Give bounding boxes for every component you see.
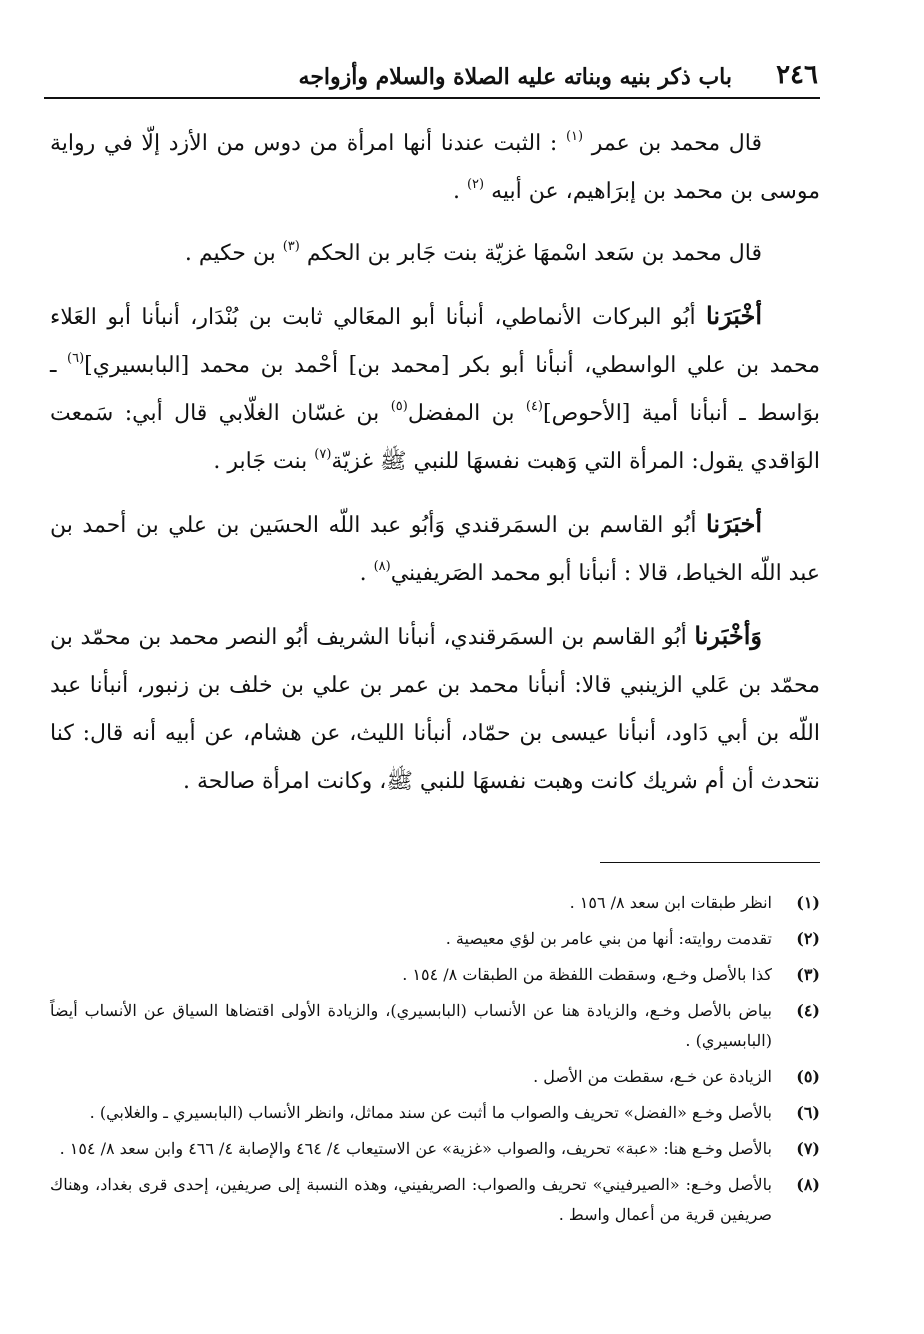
paragraph-text: بن المفضل [407, 401, 526, 426]
footnote-number: (٥) [796, 1067, 820, 1086]
paragraph-lead-word: وَأخْبَرنا [694, 621, 762, 650]
footnote-marker: (٧) [314, 447, 332, 462]
paragraph-2 [50, 230, 820, 278]
footnote-5 [50, 1062, 820, 1092]
footnote-8 [50, 1170, 820, 1230]
footnote-6 [50, 1098, 820, 1128]
header-rule [44, 97, 820, 99]
paragraph-text: قال محمد بن عمر [583, 131, 762, 156]
paragraph-5 [50, 612, 820, 806]
paragraph-text: أبُو القاسم بن السمَرقندي وَأبُو عبد اللّه الحسَين بن علي بن أحمد بن عبد اللّه الخياط، قالا : أنبأنا أبو محمد الصَريفيني [50, 513, 820, 586]
main-text [50, 120, 820, 820]
paragraph-lead-word: أخبَرَنا [706, 509, 762, 538]
paragraph-text: أبُو القاسم بن السمَرقندي، أنبأنا الشريف أبُو النصر محمد بن محمّد بن محمّد بن عَلي الزينبي قالا: أنبأنا محمد بن عمر بن علي بن خلف بن زنبور، أنبأنا عبد اللّه بن أبي دَاود، أنبأنا عيسى بن حمّاد، أنبأنا الليث، عن هشام، عن أبيه أنه قال: كنا نتحدث أن أم شريك كانت وهبت نفسهَا للنبي ﷺ، وكانت امرأة صالحة . [50, 625, 820, 794]
footnotes [50, 888, 820, 1236]
footnote-number: (٣) [796, 965, 820, 984]
footnote-marker: (٦) [67, 351, 85, 366]
paragraph-text: بن غسّان الغلّابي قال أبي: سَمعت الوَاقدي يقول: المرأة التي وَهبت نفسهَا للنبي ﷺ غزيّة [50, 401, 820, 474]
footnote-number: (٤) [796, 1001, 820, 1020]
footnote-number: (١) [796, 893, 820, 912]
footnote-number: (٧) [796, 1139, 820, 1158]
footnote-2 [50, 924, 820, 954]
paragraph-3 [50, 292, 820, 486]
footnote-3 [50, 960, 820, 990]
paragraph-text: بنت جَابر . [213, 449, 315, 474]
footnote-text: كذا بالأصل وخـع، وسقطت اللفظة من الطبقات ٨/ ١٥٤ . [402, 965, 772, 984]
footnote-number: (٢) [796, 929, 820, 948]
footnote-text: بالأصل وخـع «الفضل» تحريف والصواب ما أثبت عن سند مماثل، وانظر الأنساب (البابسيري ـ والغلابي) . [89, 1103, 772, 1122]
footnote-text: بالأصل وخـع هنا: «عبة» تحريف، والصواب «غزية» عن الاستيعاب ٤/ ٤٦٤ والإصابة ٤/ ٤٦٦ وابن سعد ٨/ ١٥٤ . [59, 1139, 772, 1158]
footnote-marker: (٥) [390, 399, 408, 414]
footnote-marker: (٤) [525, 399, 543, 414]
footnote-marker: (٨) [373, 559, 391, 574]
paragraph-text: بن حكيم . [184, 241, 283, 266]
page-number: ٢٤٦ [776, 60, 818, 90]
paragraph-text: : الثبت عندنا أنها امرأة من دوس من الأزد إلّا في رواية موسى بن محمد بن إبرَاهيم، عن أبيه [50, 131, 820, 204]
footnote-marker: (٣) [282, 239, 300, 254]
paragraph-1 [50, 120, 820, 216]
paragraph-4 [50, 500, 820, 598]
footnote-text: تقدمت روايته: أنها من بني عامر بن لؤي معيصية . [445, 929, 772, 948]
paragraph-text: قال محمد بن سَعد اسْمهَا غزيّة بنت جَابر بن الحكم [299, 241, 762, 266]
running-title: باب ذكر بنيه وبناته عليه الصلاة والسلام وأزواجه [298, 64, 732, 90]
footnote-text: بياض بالأصل وخـع، والزيادة هنا عن الأنساب (البابسيري)، والزيادة الأولى اقتضاها السياق عن الأنساب أيضاً (البابسيري) . [50, 1001, 772, 1050]
footnote-marker: (٢) [466, 177, 485, 192]
paragraph-text: أبُو البركات الأنماطي، أنبأنا أبو المعَالي ثابت بن بُنْدَار، أنبأنا أبو العَلاء محمد بن علي الواسطي، أنبأنا أبو بكر [محمد بن] أحْمد بن محمد [البابسيري] [50, 305, 820, 378]
paragraph-text: ـ بوَاسط ـ أنبأنا أمية [الأحوص] [50, 353, 820, 426]
footnote-separator [600, 862, 820, 863]
footnote-number: (٨) [796, 1175, 820, 1194]
paragraph-text: . [452, 179, 467, 204]
footnote-text: انظر طبقات ابن سعد ٨/ ١٥٦ . [569, 893, 772, 912]
page-header [48, 58, 818, 94]
footnote-text: الزيادة عن خـع، سقطت من الأصل . [533, 1067, 772, 1086]
paragraph-text: . [359, 561, 374, 586]
footnote-4 [50, 996, 820, 1056]
footnote-7 [50, 1134, 820, 1164]
footnote-marker: (١) [565, 129, 584, 144]
paragraph-lead-word: أخْبَرَنا [706, 301, 762, 330]
footnote-1 [50, 888, 820, 918]
footnote-text: بالأصل وخـع: «الصيرفيني» تحريف والصواب: الصريفيني، وهذه النسبة إلى صريفين، إحدى قرى بغداد، وهناك صريفين قرية من أعمال واسط . [50, 1175, 772, 1224]
footnote-number: (٦) [796, 1103, 820, 1122]
